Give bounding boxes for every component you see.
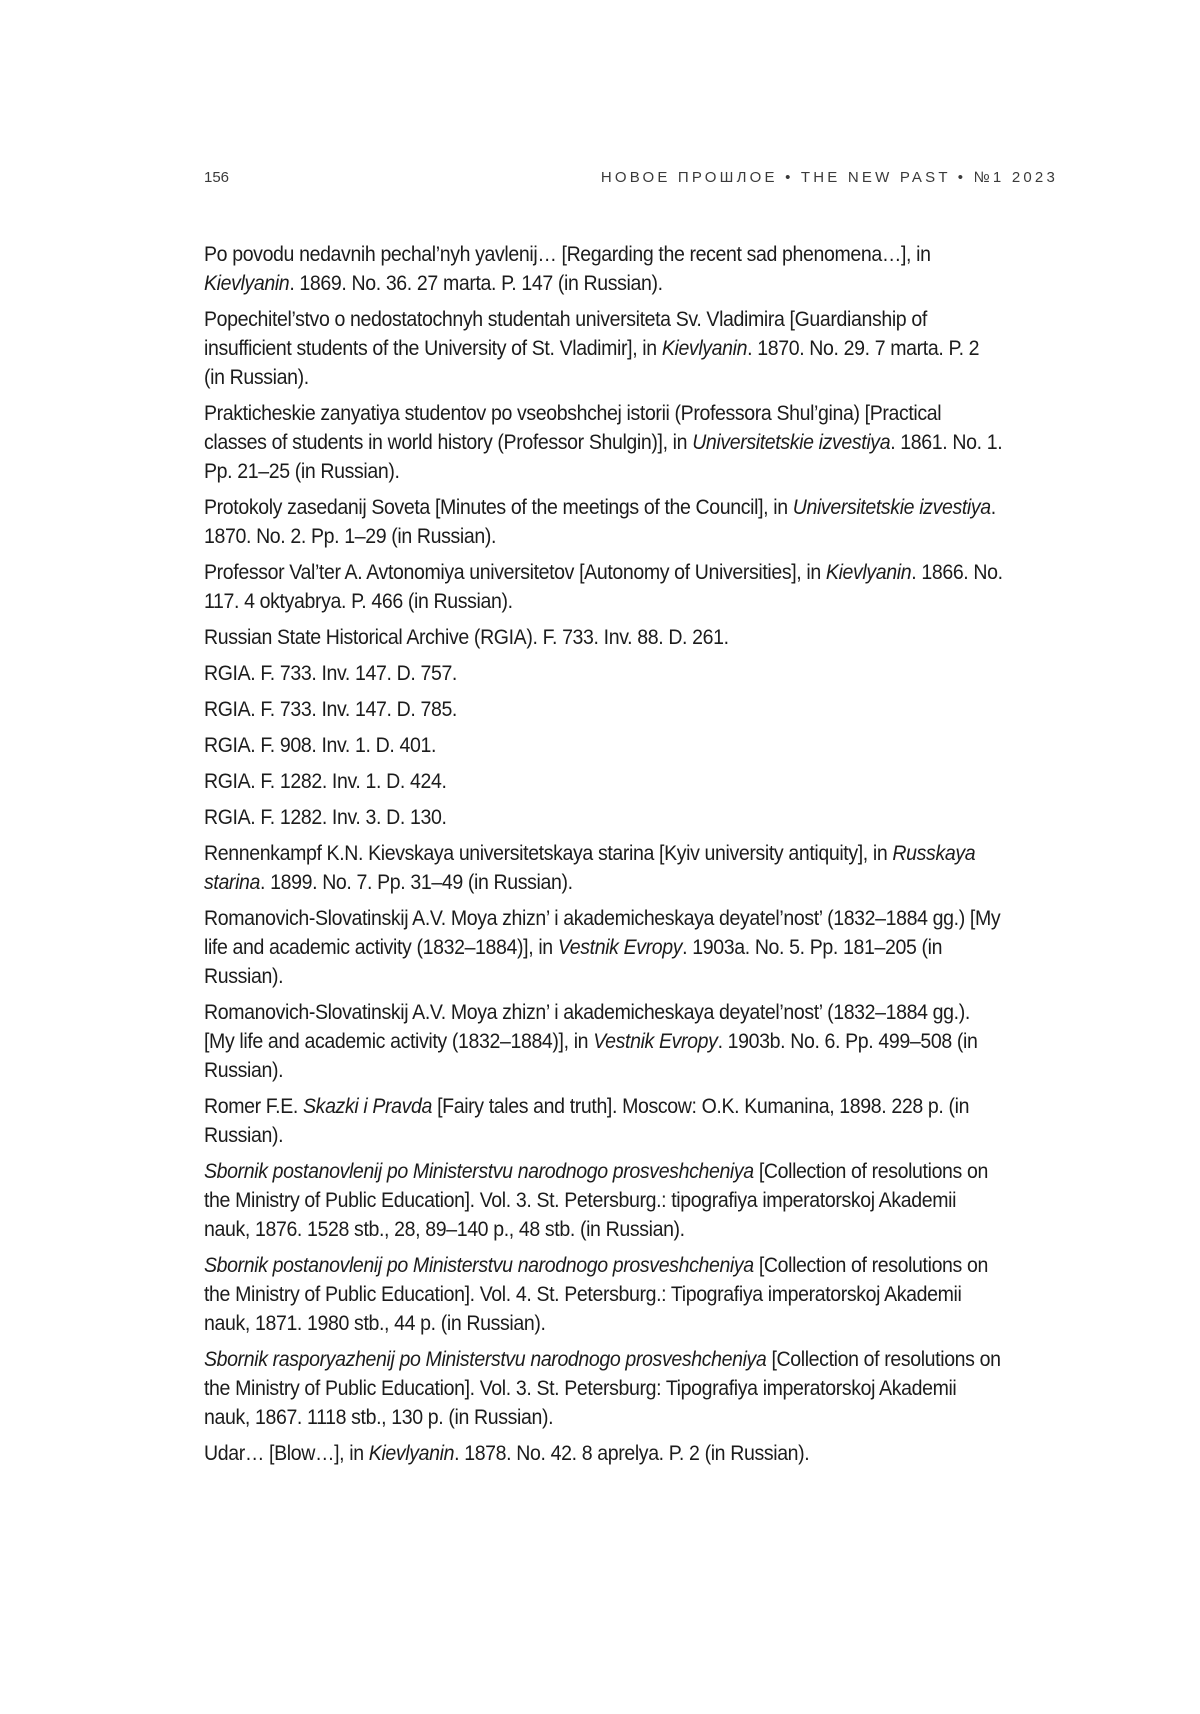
reference-item: RGIA. F. 733. Inv. 147. D. 785. xyxy=(204,695,1004,724)
reference-item: RGIA. F. 733. Inv. 147. D. 757. xyxy=(204,659,1004,688)
running-header xyxy=(204,166,1058,188)
reference-item: Sbornik postanovlenij po Ministerstvu narodnogo prosveshcheniya [Collection of resolutions on the Ministry of Public Education]. Vol. 3. St. Petersburg.: tipografiya imperatorskoj Akademii nauk, 1876. 1528 stb., 28, 89–140 p., 48 stb. (in Russian). xyxy=(204,1157,1004,1244)
journal-title: НОВОЕ ПРОШЛОЕ • THE NEW PAST • №1 2023 xyxy=(601,169,1058,186)
reference-item: Popechitel’stvo o nedostatochnyh studentah universiteta Sv. Vladimira [Guardianship of insufficient students of the University of St. Vladimir], in Kievlyanin. 1870. No. 29. 7 marta. P. 2 (in Russian). xyxy=(204,305,1004,392)
reference-item: Romanovich-Slovatinskij A.V. Moya zhizn’ i akademicheskaya deyatel’nost’ (1832–1884 gg.). [My life and academic activity (1832–1884)], in Vestnik Evropy. 1903b. No. 6. Pp. 499–508 (in Russian). xyxy=(204,998,1004,1085)
reference-item: RGIA. F. 908. Inv. 1. D. 401. xyxy=(204,731,1004,760)
reference-item: Sbornik postanovlenij po Ministerstvu narodnogo prosveshcheniya [Collection of resolutions on the Ministry of Public Education]. Vol. 4. St. Petersburg.: Tipografiya imperatorskoj Akademii nauk, 1871. 1980 stb., 44 p. (in Russian). xyxy=(204,1251,1004,1338)
reference-item: Protokoly zasedanij Soveta [Minutes of the meetings of the Council], in Universitetskie izvestiya. 1870. No. 2. Pp. 1–29 (in Russian). xyxy=(204,493,1004,551)
reference-item: Po povodu nedavnih pechal’nyh yavlenij… [Regarding the recent sad phenomena…], in Kievlyanin. 1869. No. 36. 27 marta. P. 147 (in Russian). xyxy=(204,240,1004,298)
reference-item: Professor Val’ter A. Avtonomiya universitetov [Autonomy of Universities], in Kievlyanin. 1866. No. 117. 4 oktyabrya. P. 466 (in Russian). xyxy=(204,558,1004,616)
reference-item: RGIA. F. 1282. Inv. 3. D. 130. xyxy=(204,803,1004,832)
reference-item: Sbornik rasporyazhenij po Ministerstvu narodnogo prosveshcheniya [Collection of resolutions on the Ministry of Public Education]. Vol. 3. St. Petersburg: Tipografiya imperatorskoj Akademii nauk, 1867. 1118 stb., 130 p. (in Russian). xyxy=(204,1345,1004,1432)
reference-list xyxy=(204,240,1004,1475)
reference-item: Rennenkampf K.N. Kievskaya universitetskaya starina [Kyiv university antiquity], in Russkaya starina. 1899. No. 7. Pp. 31–49 (in Russian). xyxy=(204,839,1004,897)
reference-item: Romer F.E. Skazki i Pravda [Fairy tales and truth]. Moscow: O.K. Kumanina, 1898. 228 p. (in Russian). xyxy=(204,1092,1004,1150)
reference-item: Romanovich-Slovatinskij A.V. Moya zhizn’ i akademicheskaya deyatel’nost’ (1832–1884 gg.) [My life and academic activity (1832–1884)], in Vestnik Evropy. 1903a. No. 5. Pp. 181–205 (in Russian). xyxy=(204,904,1004,991)
reference-item: Prakticheskie zanyatiya studentov po vseobshchej istorii (Professora Shul’gina) [Practical classes of students in world history (Professor Shulgin)], in Universitetskie izvestiya. 1861. No. 1. Pp. 21–25 (in Russian). xyxy=(204,399,1004,486)
reference-item: RGIA. F. 1282. Inv. 1. D. 424. xyxy=(204,767,1004,796)
reference-item: Russian State Historical Archive (RGIA). F. 733. Inv. 88. D. 261. xyxy=(204,623,1004,652)
page-number: 156 xyxy=(204,169,229,186)
reference-item: Udar… [Blow…], in Kievlyanin. 1878. No. 42. 8 aprelya. P. 2 (in Russian). xyxy=(204,1439,1004,1468)
